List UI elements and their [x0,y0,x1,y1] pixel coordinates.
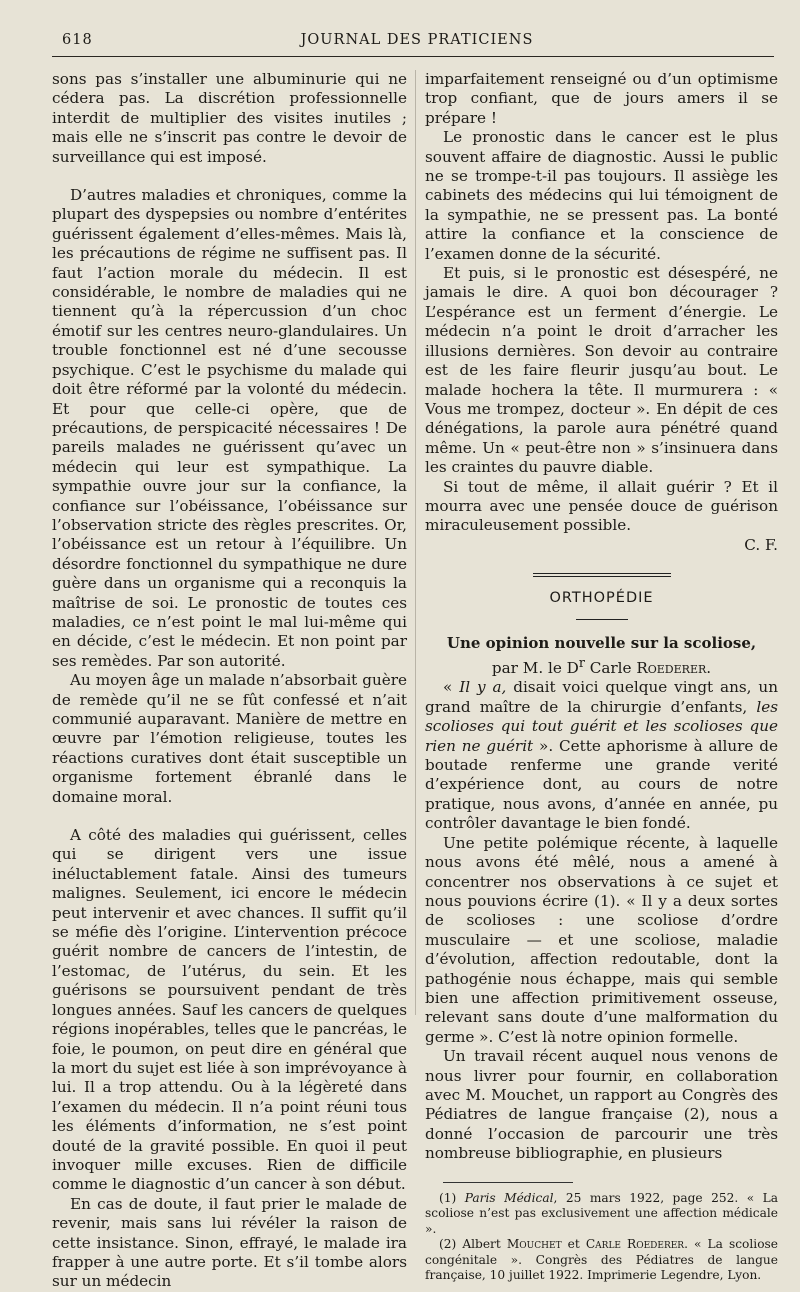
paragraph: sons pas s’installer une albuminurie qui ne cédera pas. La discrétion professionnelle interdit de multiplier des visites inutiles ; mais elle ne s’inscrit pas contre le devoir de surveillance qui est imposé. [52,70,407,166]
left-column [52,70,407,1292]
column-divider [415,70,416,1015]
right-column [425,70,778,1284]
paragraph: D’autres maladies et chroniques, comme la plupart des dyspepsies ou nombre d’entérites guérissent également d’elles-mêmes. Mais là, les précautions de régime ne suffisent pas. Il faut l’action morale du médecin. Il est considérable, le nombre de maladies qui ne tiennent qu’à la répercussion d’un choc émotif sur les centres neuro-glandulaires. Un trouble fonctionnel est né d’une secousse psychique. C’est le psychisme du malade qui doit être réformé par la volonté du médecin. Et pour que celle-ci opère, que de précautions, de perspicacité nécessaires ! De pareils malades ne guérissent qu’avec un médecin qui leur est sympathique. La sympathie ouvre jour sur la confiance, la confiance sur l’obéissance, l’obéissance sur l’observation stricte des règles prescrites. Or, l’obéissance est un retour à l’équilibre. Un désordre fonctionnel du sympathique ne dure guère dans un organisme qui a reconquis la maîtrise de soi. Le pronostic de toutes ces maladies, ce n’est point le mal lui-même qui en décide, c’est le médecin. Et non point par ses remèdes. Par son autorité. [52,186,407,670]
title-rule [576,619,628,620]
page-header [62,32,772,54]
footnote: (2) Albert Mouchet et Carle Roederer. « La scoliose congénitale ». Congrès des Pédiatres de langue française, 10 juillet 1922. Imprimerie Legendre, Lyon. [425,1237,778,1283]
paragraph: Une petite polémique récente, à laquelle nous avons été mêlé, nous a amené à concentrer nos observations à ce sujet et nous pouvions écrire (1). « Il y a deux sortes de scolioses : une scoliose d’ordre musculaire — et une scoliose, maladie d’évolution, affection redoutable, dont la pathogénie nous échappe, mais qui semble bien une affection primitivement osseuse, relevant sans doute d’une malformation du germe ». C’est là notre opinion formelle. [425,833,778,1046]
paragraph: Et puis, si le pronostic est désespéré, ne jamais le dire. A quoi bon décourager ? L’espérance est un ferment d’énergie. Le médecin n’a point le droit d’arracher les illusions dernières. Son devoir au contraire est de les faire fleurir jusqu’au bout. Le malade hochera la tête. Il murmurera : « Vous me trompez, docteur ». En dépit de ces dénégations, la parole aura pénétré quand même. Un « peut-être non » s’insinuera dans les craintes du pauvre diable. [425,264,778,477]
article-byline: par M. le $D^r$ Carle Roederer. [491,654,712,678]
author-signature: C. F. [744,535,778,554]
article-title: Une opinion nouvelle sur la scoliose, [446,633,757,652]
footnote-rule [443,1182,573,1183]
section-separator [533,573,671,577]
paragraph: Un travail récent auquel nous venons de nous livrer pour fournir, en collaboration avec M. Mouchet, un rapport au Congrès des Pédiatres de langue française (2), nous a donné l’occasion de parcourir une très nombreuse bibliographie, en plusieurs [425,1047,778,1163]
header-rule [52,56,774,57]
paragraph: Au moyen âge un malade n’absorbait guère de remède qu’il ne se fût confessé et n’ait communié auparavant. Manière de mettre en œuvre par l’émotion religieuse, toutes les réactions curatives dont était susceptible un organisme fortement ébranlé dans le domaine moral. [52,671,407,806]
section-title: ORTHOPÉDIE [549,590,654,607]
journal-title: JOURNAL DES PRATICIENS [300,32,534,48]
paragraph: Le pronostic dans le cancer est le plus souvent affaire de diagnostic. Aussi le public ne se trompe-t-il pas toujours. Il assiège les cabinets des médecins qui lui témoignent de la sympathie, ne se pressent pas. La bonté attire la confiance et la conscience de l’examen donne de la sécurité. [425,128,778,263]
footnotes [425,1191,778,1284]
paragraph: « Il y a, disait voici quelque vingt ans, un grand maître de la chirurgie d’enfants, les scolioses qui tout guérit et les scolioses que rien ne guérit ». Cette aphorisme à allure de boutade renferme une grande verité d’expérience dont, au cours de notre pratique, nous avons, d’année en année, pu contrôler davantage le bien fondé. [425,678,778,833]
paragraph: En cas de doute, il faut prier le malade de revenir, mais sans lui révéler la raison de cette insistance. Sinon, effrayé, le malade ira frapper à une autre porte. Et s’il tombe alors sur un médecin [52,1194,407,1291]
page-number: 618 [62,32,93,48]
paragraph: Si tout de même, il allait guérir ? Et il mourra avec une pensée douce de guérison miraculeusement possible. [425,477,778,535]
paragraph: imparfaitement renseigné ou d’un optimisme trop confiant, que de jours amers il se prépare ! [425,70,778,127]
footnote: (1) Paris Médical, 25 mars 1922, page 252. « La scoliose n’est pas exclusivement une affection médicale ». [425,1190,779,1236]
paragraph: A côté des maladies qui guérissent, celles qui se dirigent vers une issue inéluctablement fatale. Ainsi des tumeurs malignes. Seulement, ici encore le médecin peut intervenir et avec chances. Il suffit qu’il se méfie dès l’origine. L’intervention précoce guérit nombre de cancers de l’intestin, de l’estomac, de l’utérus, du sein. Et les guérisons se poursuivent pendant de très longues années. Sauf les cancers de quelques régions inopérables, telles que le pancréas, le foie, le poumon, on peut dire en général que la mort du sujet est liée à son imprévoyance à lui. Il a trop attendu. Ou à la légèreté dans l’examen du médecin. Il n’a point réuni tous les éléments d’information, ne s’est point douté de la gravité possible. En quoi il peut invoquer mille excuses. Rien de difficile comme le diagnostic d’un cancer à son début. [52,826,407,1194]
